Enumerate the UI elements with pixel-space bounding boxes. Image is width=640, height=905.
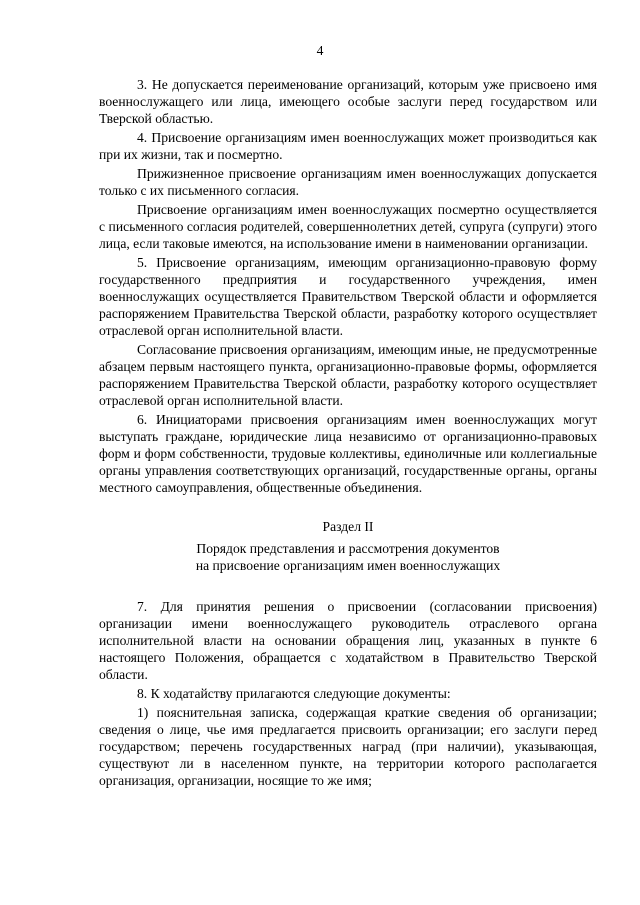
paragraph-item-8-1: 1) пояснительная записка, содержащая краткие сведения об организации; сведения о лице, чье имя предлагается присвоить организации; его заслуги перед государством; перечень государственных наград (при наличии), указывающая, существуют ли в населенном пункте, на территории которого располагается организация, организации, носящие то же имя; xyxy=(99,705,597,788)
page-number: 4 xyxy=(316,43,324,58)
paragraph-item-8: 8. К ходатайству прилагаются следующие документы: xyxy=(137,686,451,701)
paragraph-item-6: 6. Инициаторами присвоения организациям имен военнослужащих могут выступать граждане, юридические лица независимо от организационно-правовых форм и форм собственности, трудовые коллективы, единоличные или коллегиальные органы управления соответствующих организаций, государственные органы, органы местного самоуправления, общественные объединения. xyxy=(99,412,597,495)
paragraph-lifetime-consent: Прижизненное присвоение организациям имен военнослужащих допускается только с их письменного согласия. xyxy=(99,166,597,198)
paragraph-item-4: 4. Присвоение организациям имен военнослужащих может производиться как при их жизни, так и посмертно. xyxy=(99,130,597,162)
paragraph-item-5: 5. Присвоение организациям, имеющим организационно-правовую форму государственного предприятия и государственного учреждения, имен военнослужащих осуществляется Правительством Тверской области и оформляется распоряжением Правительства Тверской области, разработку которого осуществляет отраслевой орган исполнительной власти. xyxy=(99,255,597,338)
paragraph-item-3: 3. Не допускается переименование организаций, которым уже присвоено имя военнослужащего или лица, имеющего особые заслуги перед государством или Тверской областью. xyxy=(99,77,597,126)
paragraph-item-5-approval: Согласование присвоения организациям, имеющим иные, не предусмотренные абзацем первым настоящего пункта, организационно-правовые формы, оформляется распоряжением Правительства Тверской области, разработку которого осуществляет отраслевой орган исполнительной власти. xyxy=(99,342,597,408)
paragraph-posthumous-consent: Присвоение организациям имен военнослужащих посмертно осуществляется с письменного согласия родителей, совершеннолетних детей, супруга (супруги) этого лица, если таковые имеются, на использование имени в наименовании организации. xyxy=(99,202,597,251)
section-subtitle-line-1: Порядок представления и рассмотрения документов xyxy=(196,541,500,556)
section-title: Раздел II xyxy=(322,519,374,534)
document-body xyxy=(99,76,597,789)
paragraph-item-7: 7. Для принятия решения о присвоении (согласовании присвоения) организации имени военнослужащего руководитель отраслевого органа исполнительной власти на основании обращения лиц, указанных в пункте 6 настоящего Положения, обращается с ходатайством в Правительство Тверской области. xyxy=(99,599,597,682)
section-subtitle-line-2: на присвоение организациям имен военнослужащих xyxy=(195,558,501,573)
